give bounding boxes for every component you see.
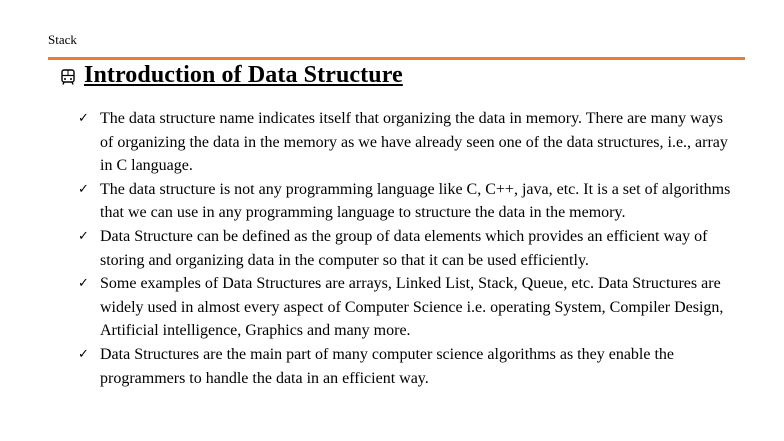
list-item [78,343,738,390]
title-row [60,62,403,89]
slide-title: Introduction of Data Structure [84,62,403,88]
list-item [78,225,738,272]
header-divider [48,57,745,60]
checkmark-icon: ✓ [78,111,89,126]
list-item-text: Data Structures are the main part of many computer science algorithms as they enable the programmers to handle the data in an efficient way. [100,345,675,387]
list-item [78,178,738,225]
bus-icon [60,69,76,85]
checkmark-icon: ✓ [78,181,89,197]
checkmark-icon: ✓ [78,228,89,244]
list-item-text: The data structure name indicates itself that organizing the data in memory. There are many ways of organizing the data in the memory as we have already seen one of the data structures, i.e., array in C language. [100,110,728,175]
list-item-text: The data structure is not any programming language like C, C++, java, etc. It is a set of algorithms that we can use in any programming language to structure the data in the memory. [100,180,731,222]
list-item-text: Data Structure can be defined as the group of data elements which provides an efficient way of storing and organizing data in the computer so that it can be used efficiently. [100,227,708,269]
list-item [78,107,738,178]
bullet-list [78,107,738,390]
checkmark-icon: ✓ [78,276,89,292]
header-label: Stack [48,32,77,47]
list-item-text: Some examples of Data Structures are arrays, Linked List, Stack, Queue, etc. Data Structures are widely used in almost every aspect of Computer Science i.e. operating System, Compiler Design, Artificial intelligence, Graphics and many more. [100,275,724,340]
list-item [78,272,738,343]
checkmark-icon: ✓ [78,346,89,362]
